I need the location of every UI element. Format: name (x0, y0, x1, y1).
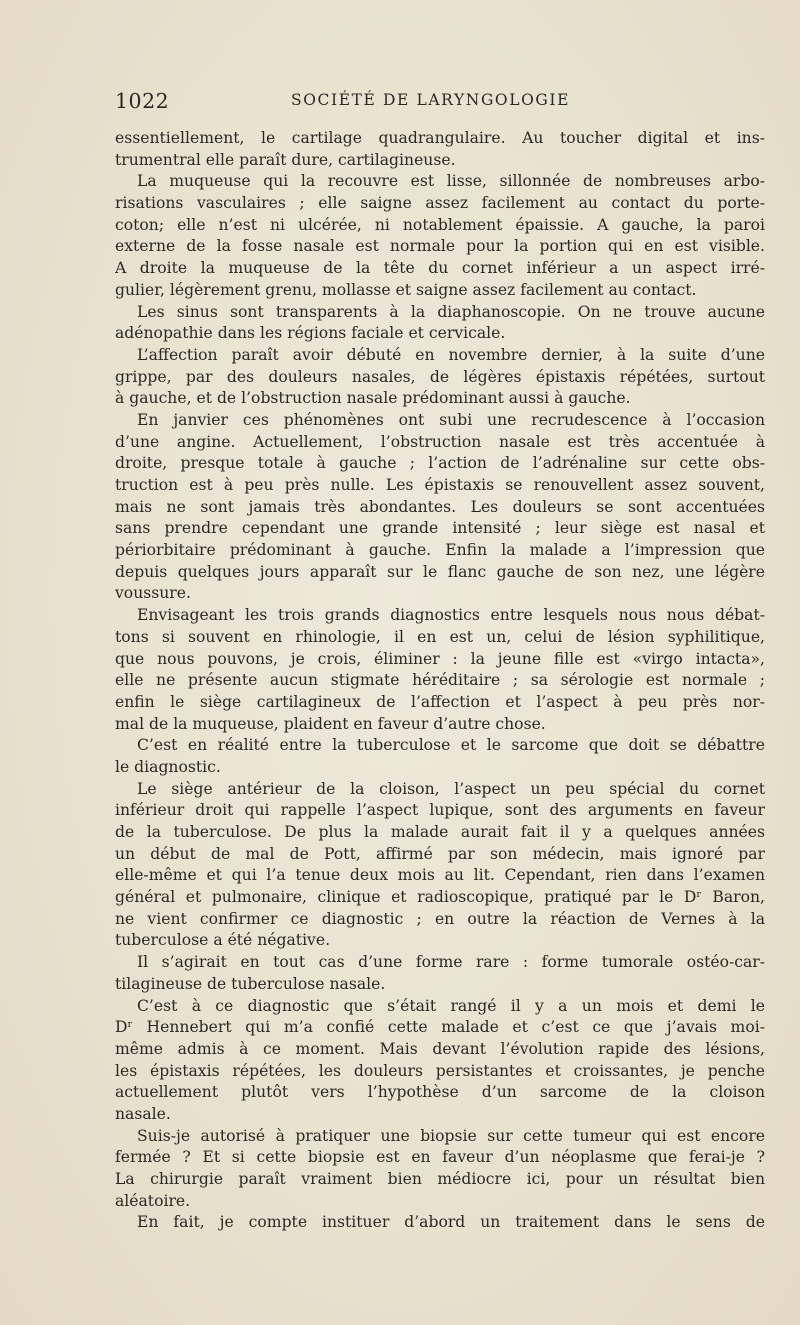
text-line: essentiellement, le cartilage quadrangulaire. Au toucher digital et ins- (115, 129, 765, 147)
text-line: Il s’agirait en tout cas d’une forme rare : forme tumorale ostéo-car- (137, 953, 765, 972)
text-line: depuis quelques jours apparaît sur le flanc gauche de son nez, une légère (115, 562, 765, 581)
text-line: tons si souvent en rhinologie, il en est un, celui de lésion syphilitique, (115, 627, 765, 646)
text-line: risations vasculaires ; elle saigne assez facilement au contact du porte- (115, 194, 765, 213)
text-line: L’affection paraît avoir débuté en novembre dernier, à la suite d’une (137, 345, 765, 364)
text-line: La chirurgie paraît vraiment bien médiocre ici, pour un résultat bien (115, 1170, 765, 1188)
text-line: La muqueuse qui la recouvre est lisse, sillonnée de nombreuses arbo- (137, 172, 765, 191)
text-line: à gauche, et de l’obstruction nasale prédominant aussi à gauche. (115, 389, 631, 408)
text-line: Envisageant les trois grands diagnostics entre lesquels nous nous débat- (137, 606, 765, 625)
text-line: tilagineuse de tuberculose nasale. (115, 974, 386, 993)
text-line: A droite la muqueuse de la tête du cornet inférieur a un aspect irré- (115, 259, 765, 278)
page-number: 1022 (115, 89, 170, 113)
running-head (115, 89, 760, 117)
text-line: sans prendre cependant une grande intensité ; leur siège est nasal et (115, 519, 765, 538)
body-text (115, 128, 765, 1234)
text-line: externe de la fosse nasale est normale pour la portion qui en est visible. (115, 237, 765, 256)
text-line: mais ne sont jamais très abondantes. Les douleurs se sont accentuées (115, 497, 765, 516)
text-line: En janvier ces phénomènes ont subi une recrudescence à l’occasion (137, 410, 765, 429)
text-line: ne vient confirmer ce diagnostic ; en outre la réaction de Vernes à la (115, 909, 765, 928)
text-line: grippe, par des douleurs nasales, de légères épistaxis répétées, surtout (115, 367, 765, 386)
text-line: droite, presque totale à gauche ; l’action de l’adrénaline sur cette obs- (115, 454, 765, 473)
text-line: Suis-je autorisé à pratiquer une biopsie sur cette tumeur qui est encore (137, 1126, 765, 1145)
text-line: général et pulmonaire, clinique et radioscopique, pratiqué par le Dʳ Baron, (115, 888, 765, 907)
text-line: gulier, légèrement grenu, mollasse et saigne assez facilement au contact. (115, 280, 697, 299)
text-line: elle ne présente aucun stigmate héréditaire ; sa sérologie est normale ; (115, 671, 765, 690)
text-line: que nous pouvons, je crois, éliminer : la jeune fille est «virgo intacta», (115, 649, 765, 668)
text-line: Les sinus sont transparents à la diaphanoscopie. On ne trouve aucune (137, 302, 765, 321)
text-line: enfin le siège cartilagineux de l’affection et l’aspect à peu près nor- (115, 692, 765, 711)
text-line: d’une angine. Actuellement, l’obstruction nasale est très accentuée à (115, 432, 765, 451)
text-line: C’est à ce diagnostic que s’était rangé il y a un mois et demi le (137, 996, 765, 1015)
text-line: les épistaxis répétées, les douleurs persistantes et croissantes, je penche (115, 1061, 765, 1080)
text-line: un début de mal de Pott, affirmé par son médecin, mais ignoré par (115, 844, 765, 863)
text-line: coton; elle n’est ni ulcérée, ni notablement épaissie. A gauche, la paroi (115, 215, 765, 234)
text-line: actuellement plutôt vers l’hypothèse d’un sarcome de la cloison (115, 1083, 765, 1102)
text-line: adénopathie dans les régions faciale et cervicale. (115, 324, 506, 343)
text-line: voussure. (115, 584, 191, 603)
running-head-title: SOCIÉTÉ DE LARYNGOLOGIE (291, 91, 571, 109)
text-line: fermée ? Et si cette biopsie est en faveur d’un néoplasme que ferai-je ? (115, 1148, 765, 1167)
text-line: truction est à peu près nulle. Les épistaxis se renouvellent assez souvent, (115, 476, 765, 494)
text-line: aléatoire. (115, 1191, 191, 1210)
text-line: mal de la muqueuse, plaident en faveur d’autre chose. (115, 714, 546, 733)
text-line: elle-même et qui l’a tenue deux mois au lit. Cependant, rien dans l’examen (115, 866, 765, 885)
text-line: inférieur droit qui rappelle l’aspect lupique, sont des arguments en faveur (115, 801, 765, 820)
text-line: Dʳ Hennebert qui m’a confié cette malade et c’est ce que j’avais moi- (115, 1018, 765, 1037)
text-line: de la tuberculose. De plus la malade aurait fait il y a quelques années (115, 823, 765, 841)
text-line: périorbitaire prédominant à gauche. Enfin la malade a l’impression que (115, 541, 765, 560)
text-line: C’est en réalité entre la tuberculose et le sarcome que doit se débattre (137, 736, 765, 755)
text-line: trumentral elle paraît dure, cartilagineuse. (115, 150, 456, 169)
text-line: Le siège antérieur de la cloison, l’aspect un peu spécial du cornet (137, 779, 765, 798)
text-line: nasale. (115, 1104, 171, 1123)
text-line: le diagnostic. (115, 757, 221, 776)
text-line: tuberculose a été négative. (115, 931, 331, 950)
text-line: En fait, je compte instituer d’abord un traitement dans le sens de (137, 1213, 765, 1232)
text-line: même admis à ce moment. Mais devant l’évolution rapide des lésions, (115, 1039, 765, 1058)
